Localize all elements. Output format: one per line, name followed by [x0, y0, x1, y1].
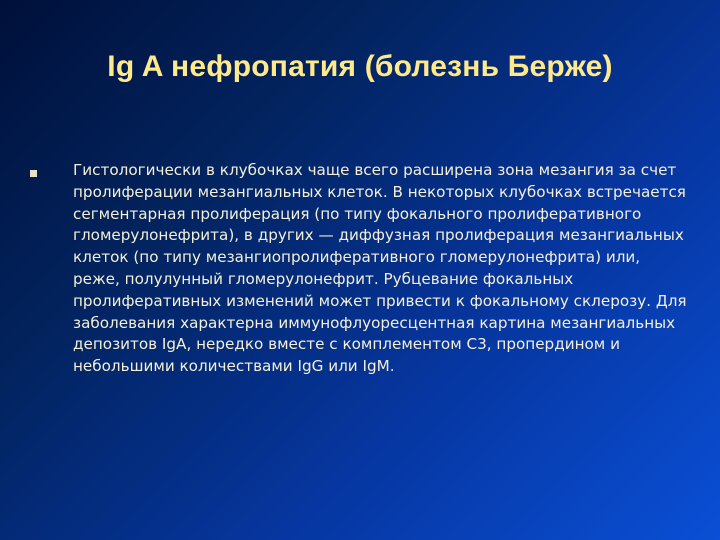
bullet-text: Гистологически в клубочках чаще всего расширена зона мезангия за счет пролиферации мезангиальных клеток. В некоторых клубочках встречается сегментарная пролиферация (по типу фокального пролиферативного гломерулонефрита), в других — диффузная пролиферация мезангиальных клеток (по типу мезангиопролиферативного гломерулонефрита) или, реже, полулунный гломерулонефрит. Рубцевание фокальных пролиферативных изменений может привести к фокальному склерозу. Для заболевания характерна иммунофлуоресцентная картина мезангиальных депозитов IgA, нередко вместе с комплементом С3, пропердином и небольшими количествами IgG или IgM. — [73, 161, 687, 376]
square-bullet-icon — [30, 170, 37, 177]
bullet-item — [24, 160, 688, 378]
slide-title: Ig A нефропатия (болезнь Берже) — [107, 50, 613, 83]
